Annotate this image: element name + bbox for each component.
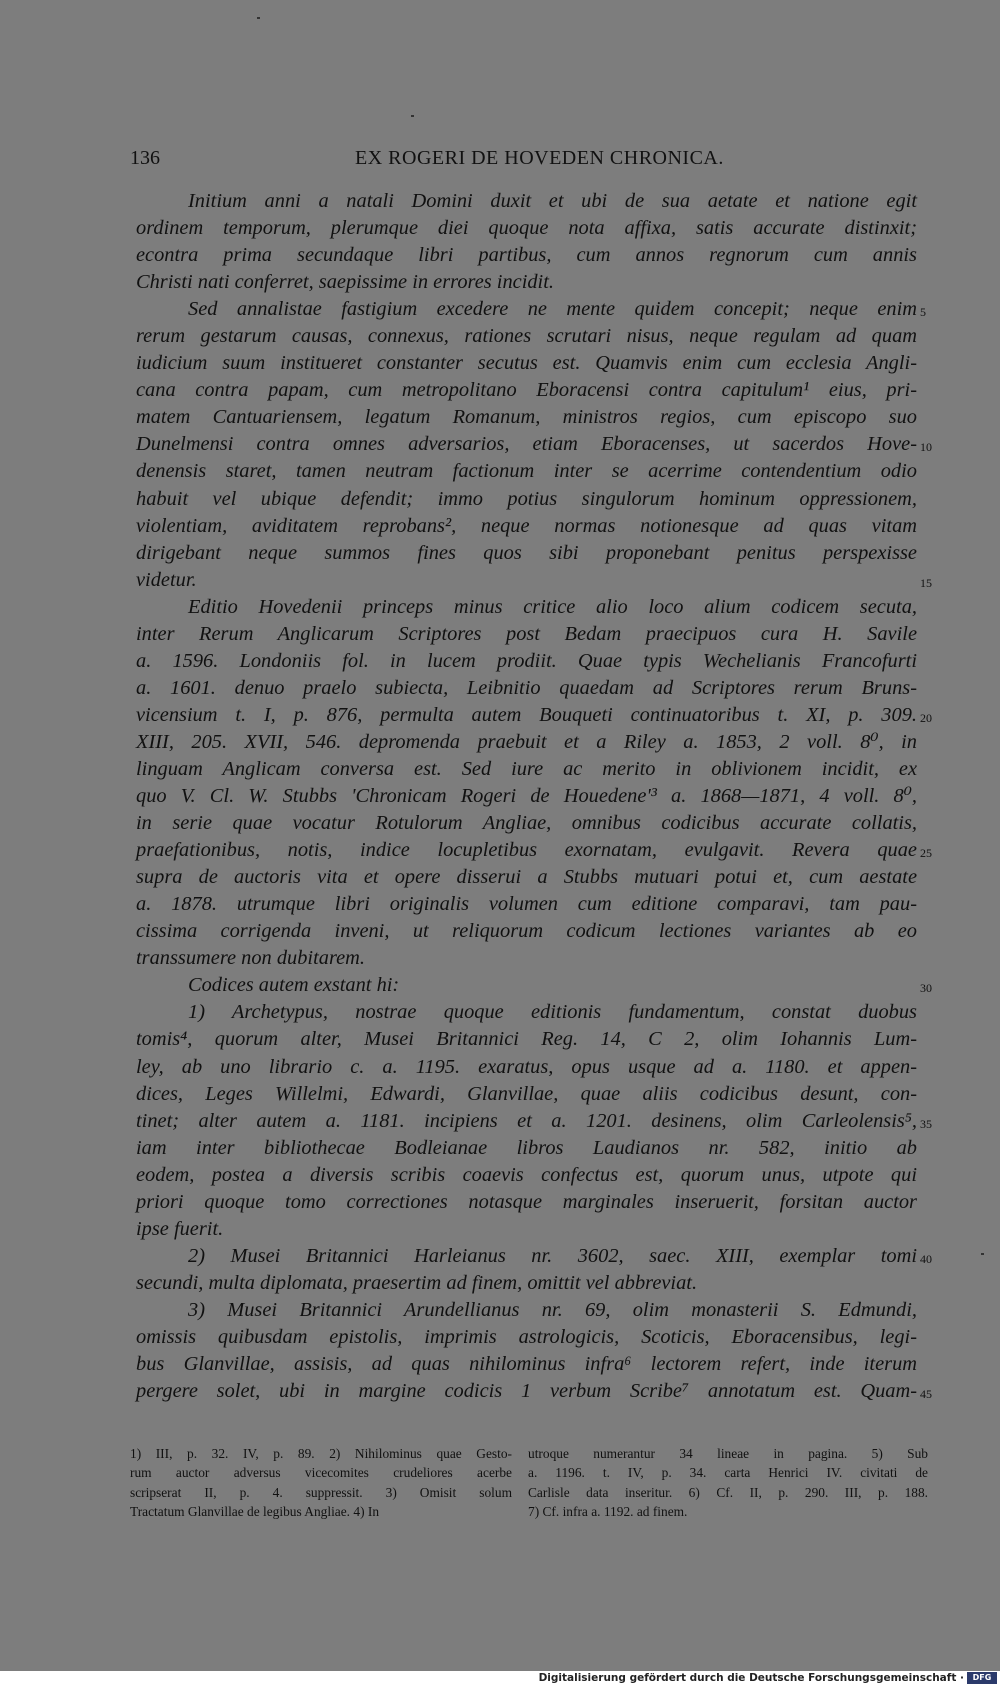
- body-line: cana contra papam, cum metropolitano Eboracensi contra capitulum¹ eius, pri-: [136, 379, 917, 402]
- line-number: 25: [920, 846, 932, 861]
- body-line: secundi, multa diplomata, praesertim ad finem, omittit vel abbreviat.: [136, 1271, 698, 1294]
- line-number: 40: [920, 1251, 932, 1266]
- body-line: Christi nati conferret, saepissime in errores incidit.: [136, 271, 554, 294]
- body-line: dices, Leges Willelmi, Edwardi, Glanvillae, quae aliis codicibus desunt, con-: [136, 1082, 917, 1105]
- body-line: violentiam, aviditatem reprobans², neque normas notionesque ad quas vitam: [136, 514, 917, 537]
- scan-speck: [411, 115, 414, 117]
- body-line: eodem, postea a diversis scribis coaevis confectus est, quorum unus, utpote qui: [136, 1163, 917, 1186]
- footnote-line: Tractatum Glanvillae de legibus Angliae. 4) In: [130, 1504, 380, 1520]
- body-line: econtra prima secundaque libri partibus, cum annos regnorum cum annis: [136, 244, 917, 267]
- footnote-line: 1) III, p. 32. IV, p. 89. 2) Nihilominus quae Gesto-: [130, 1446, 512, 1461]
- footnote-line: a. 1196. t. IV, p. 34. carta Henrici IV. civitati de: [528, 1465, 928, 1481]
- body-line: vicensium t. I, p. 876, permulta autem Bouqueti continuatoribus t. XI, p. 309.: [136, 703, 917, 726]
- body-line: denensis staret, tamen neutram factionum inter se acerrime contendentium odio: [136, 460, 917, 483]
- body-line: ordinem temporum, plerumque diei quoque nota affixa, satis accurate distinxit;: [136, 217, 917, 240]
- body-line: iam inter bibliothecae Bodleianae libros Laudianos nr. 582, initio ab: [136, 1136, 917, 1159]
- body-line: 3) Musei Britannici Arundellianus nr. 69, olim monasterii S. Edmundi,: [188, 1298, 917, 1321]
- body-text: [136, 188, 917, 1405]
- page-header: [130, 147, 930, 173]
- footnote-line: scripserat II, p. 4. suppressit. 3) Omisit solum: [130, 1484, 512, 1500]
- body-line: praefationibus, notis, indice locupletibus exornatam, evulgavit. Revera quae: [136, 839, 917, 862]
- body-line: Sed annalistae fastigium excedere ne mente quidem concepit; neque enim: [188, 298, 917, 321]
- line-number: 15: [920, 575, 932, 590]
- body-line: transsumere non dubitarem.: [136, 947, 366, 970]
- body-line: tinet; alter autem a. 1181. incipiens et a. 1201. desinens, olim Carleolensis⁵,: [136, 1109, 917, 1132]
- body-line: quo V. Cl. W. Stubbs 'Chronicam Rogeri de Houedene'³ a. 1868—1871, 4 voll. 8⁰,: [136, 785, 917, 808]
- body-line: habuit vel ubique defendit; immo potius singulorum hominum oppressionem,: [136, 487, 917, 510]
- line-number: 45: [920, 1387, 932, 1402]
- body-line: inter Rerum Anglicarum Scriptores post Bedam praecipuos cura H. Savile: [136, 622, 917, 645]
- body-line: cissima corrigenda inveni, ut reliquorum codicum lectiones variantes ab eo: [136, 920, 917, 943]
- footnote-line: rum auctor adversus vicecomites crudeliores acerbe: [130, 1465, 512, 1481]
- body-line: iudicium suum institueret constanter secutus est. Quamvis enim cum ecclesia Angli-: [136, 352, 917, 375]
- body-line: ley, ab uno librario c. a. 1195. exaratus, opus usque ad a. 1180. et appen-: [136, 1055, 917, 1078]
- body-line: a. 1596. Londoniis fol. in lucem prodiit. Quae typis Wechelianis Francofurti: [136, 649, 917, 672]
- body-line: a. 1601. denuo praelo subiecta, Leibnitio quaedam ad Scriptores rerum Bruns-: [136, 676, 917, 699]
- line-number: 20: [920, 710, 932, 725]
- dfg-logo: DFG: [967, 1672, 997, 1684]
- line-number: 5: [920, 305, 926, 320]
- footnote-line: Carlisle data inseritur. 6) Cf. II, p. 290. III, p. 188.: [528, 1484, 928, 1500]
- footnotes-right-column: [528, 1444, 928, 1522]
- scan-speck: [981, 1253, 984, 1255]
- body-line: Editio Hovedenii princeps minus critice alio loco alium codicem secuta,: [188, 595, 917, 618]
- body-line: Dunelmensi contra omnes adversarios, etiam Eboracenses, ut sacerdos Hove-: [136, 433, 917, 456]
- body-line: tomis⁴, quorum alter, Musei Britannici Reg. 14, C 2, olim Iohannis Lum-: [136, 1028, 917, 1051]
- body-line: linguam Anglicam conversa est. Sed iure ac merito in oblivionem incidit, ex: [136, 757, 917, 780]
- credit-text: Digitalisierung gefördert durch die Deutsche Forschungsgemeinschaft ·: [538, 1672, 964, 1684]
- line-number: 35: [920, 1116, 932, 1131]
- body-line: matem Cantuariensem, legatum Romanum, ministros regios, cum episcopo suo: [136, 406, 917, 429]
- footnote-line: utroque numerantur 34 lineae in pagina. 5) Sub: [528, 1446, 928, 1461]
- line-number: 30: [920, 981, 932, 996]
- body-line: 2) Musei Britannici Harleianus nr. 3602, saec. XIII, exemplar tomi: [188, 1244, 917, 1267]
- body-line: omissis quibusdam epistolis, imprimis astrologicis, Scoticis, Eboracensibus, legi-: [136, 1325, 917, 1348]
- body-line: Initium anni a natali Domini duxit et ubi de sua aetate et natione egit: [188, 190, 917, 212]
- scan-speck: [257, 17, 260, 19]
- running-head: EX ROGERI DE HOVEDEN CHRONICA.: [355, 147, 724, 169]
- footnotes-left-column: [130, 1444, 512, 1522]
- body-line: 1) Archetypus, nostrae quoque editionis fundamentum, constat duobus: [188, 1001, 917, 1024]
- body-line: ipse fuerit.: [136, 1217, 224, 1240]
- body-line: rerum gestarum causas, connexus, rationes scrutari nisus, neque regulam ad quam: [136, 325, 917, 348]
- body-line: XIII, 205. XVII, 546. depromenda praebuit et a Riley a. 1853, 2 voll. 8⁰, in: [136, 730, 917, 753]
- body-line: supra de auctoris vita et opere disserui a Stubbs mutuari potui et, cum aestate: [136, 866, 917, 889]
- body-line: videtur.: [136, 568, 197, 591]
- page-number: 136: [130, 147, 160, 169]
- body-line: bus Glanvillae, assisis, ad quas nihilominus infra⁶ lectorem refert, inde iterum: [136, 1353, 917, 1376]
- body-line: dirigebant neque summos fines quos sibi proponebant penitus perspexisse: [136, 541, 917, 564]
- credit-bar: [0, 1671, 1000, 1685]
- body-line: a. 1878. utrumque libri originalis volumen cum editione comparavi, tam pau-: [136, 893, 917, 916]
- body-line: in serie quae vocatur Rotulorum Angliae, omnibus codicibus accurate collatis,: [136, 812, 917, 835]
- body-line: priori quoque tomo correctiones notasque marginales inseruerit, forsitan auctor: [136, 1190, 917, 1213]
- body-line: pergere solet, ubi in margine codicis 1 verbum Scribe⁷ annotatum est. Quam-: [136, 1380, 917, 1403]
- line-number: 10: [920, 440, 932, 455]
- footnote-line: 7) Cf. infra a. 1192. ad finem.: [528, 1504, 688, 1520]
- body-line: Codices autem exstant hi:: [188, 974, 400, 997]
